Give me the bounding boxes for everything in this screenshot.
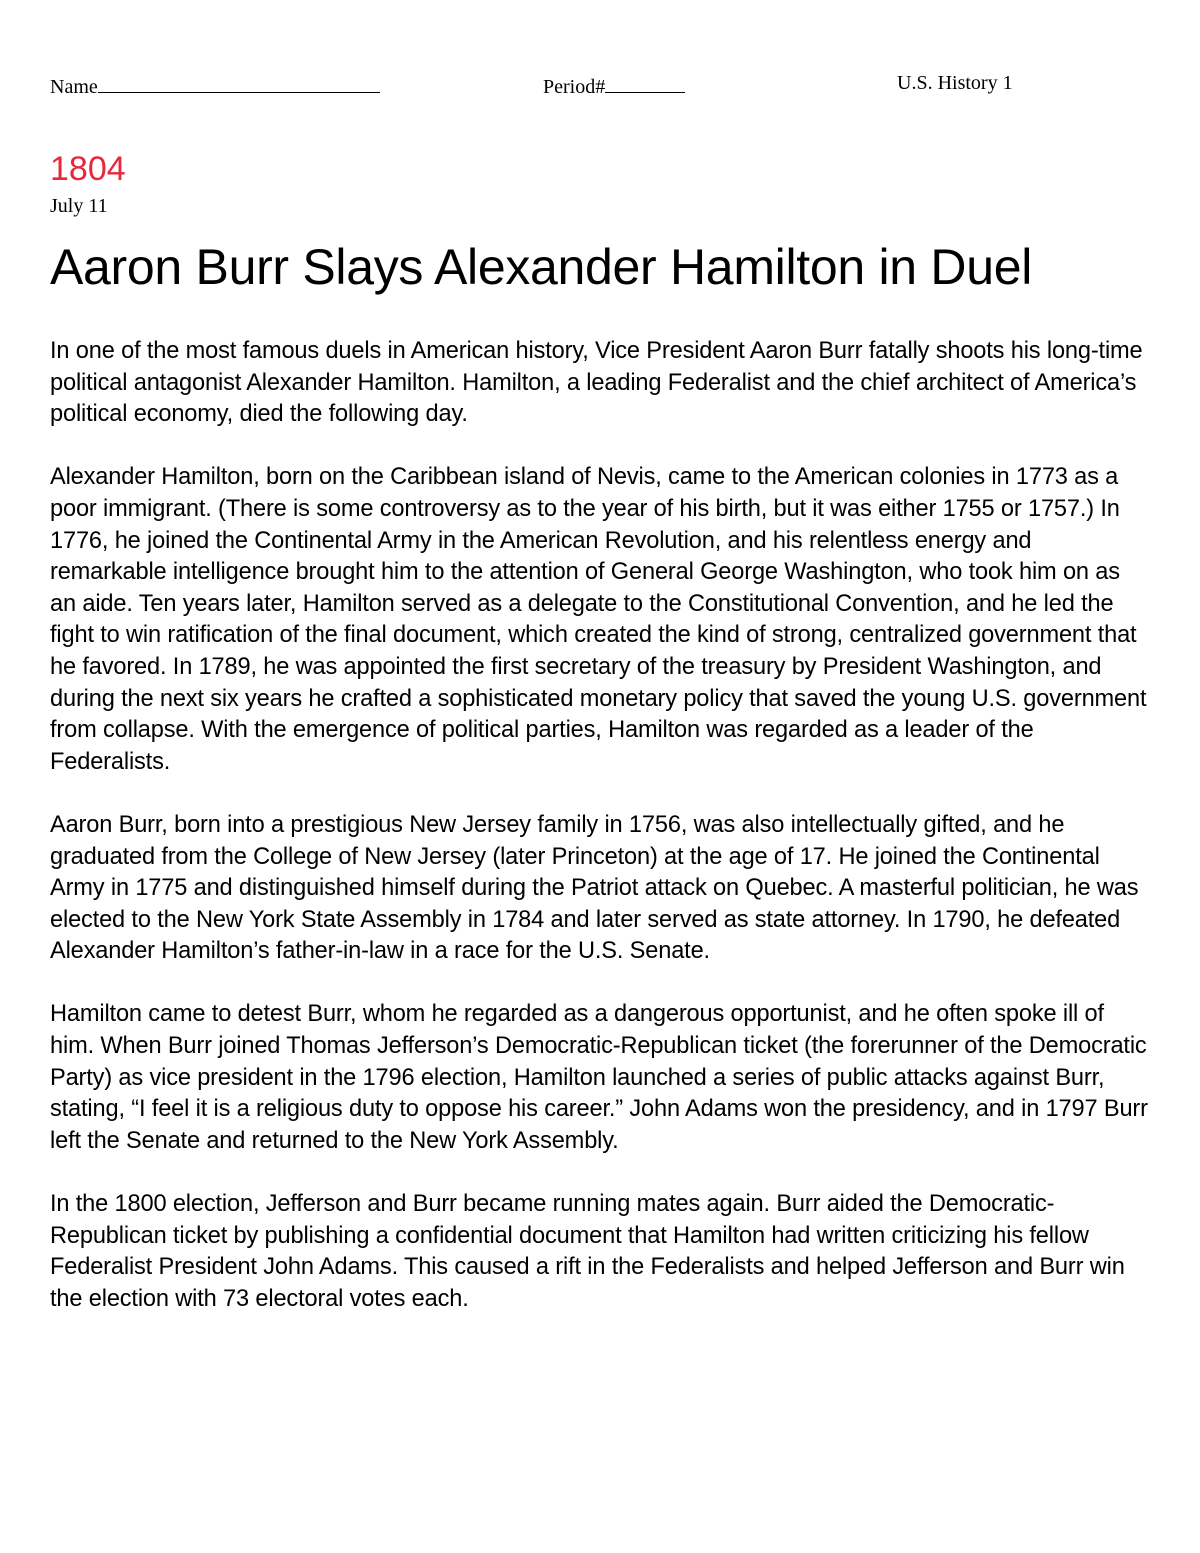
period-field: [543, 72, 685, 99]
paragraph: In the 1800 election, Jefferson and Burr became running mates again. Burr aided the Democratic-Republican ticket by publishing a confidential document that Hamilton had written criticizing his fellow Federalist President John Adams. This caused a rift in the Federalists and helped Jefferson and Burr win the election with 73 electoral votes each.: [50, 1191, 1125, 1312]
event-year: 1804: [50, 150, 126, 188]
article-title: Aaron Burr Slays Alexander Hamilton in Duel: [50, 239, 1033, 295]
paragraph: Hamilton came to detest Burr, whom he regarded as a dangerous opportunist, and he often spoke ill of him. When Burr joined Thomas Jefferson’s Democratic-Republican ticket (the forerunner of the Democratic Party) as vice president in the 1796 election, Hamilton launched a series of public attacks against Burr, stating, “I feel it is a religious duty to oppose his career.” John Adams won the presidency, and in 1797 Burr left the Senate and returned to the New York Assembly.: [50, 1001, 1148, 1154]
worksheet-header: [50, 72, 1150, 100]
paragraph: Alexander Hamilton, born on the Caribbean island of Nevis, came to the American colonies in 1773 as a poor immigrant. (There is some controversy as to the year of his birth, but it was either 1755 or 1757.) In 1776, he joined the Continental Army in the American Revolution, and his relentless energy and remarkable intelligence brought him to the attention of General George Washington, who took him on as an aide. Ten years later, Hamilton served as a delegate to the Constitutional Convention, and he led the fight to win ratification of the final document, which created the kind of strong, centralized government that he favored. In 1789, he was appointed the first secretary of the treasury by President Washington, and during the next six years he crafted a sophisticated monetary policy that saved the young U.S. government from collapse. With the emergence of political parties, Hamilton was regarded as a leader of the Federalists.: [50, 464, 1147, 775]
name-label: Name: [50, 76, 98, 98]
event-date: July 11: [50, 195, 108, 217]
period-blank-line[interactable]: [605, 72, 685, 93]
article-body: [50, 336, 1150, 1347]
course-label: U.S. History 1: [897, 72, 1013, 94]
paragraph: Aaron Burr, born into a prestigious New Jersey family in 1756, was also intellectually gifted, and he graduated from the College of New Jersey (later Princeton) at the age of 17. He joined the Continental Army in 1775 and distinguished himself during the Patriot attack on Quebec. A masterful politician, he was elected to the New York State Assembly in 1784 and later served as state attorney. In 1790, he defeated Alexander Hamilton’s father-in-law in a race for the U.S. Senate.: [50, 811, 1139, 965]
paragraph: In one of the most famous duels in American history, Vice President Aaron Burr fatally shoots his long-time political antagonist Alexander Hamilton. Hamilton, a leading Federalist and the chief architect of America’s political economy, died the following day.: [50, 338, 1143, 428]
name-field: [50, 72, 380, 99]
period-label: Period#: [543, 76, 606, 98]
name-blank-line[interactable]: [98, 72, 380, 93]
